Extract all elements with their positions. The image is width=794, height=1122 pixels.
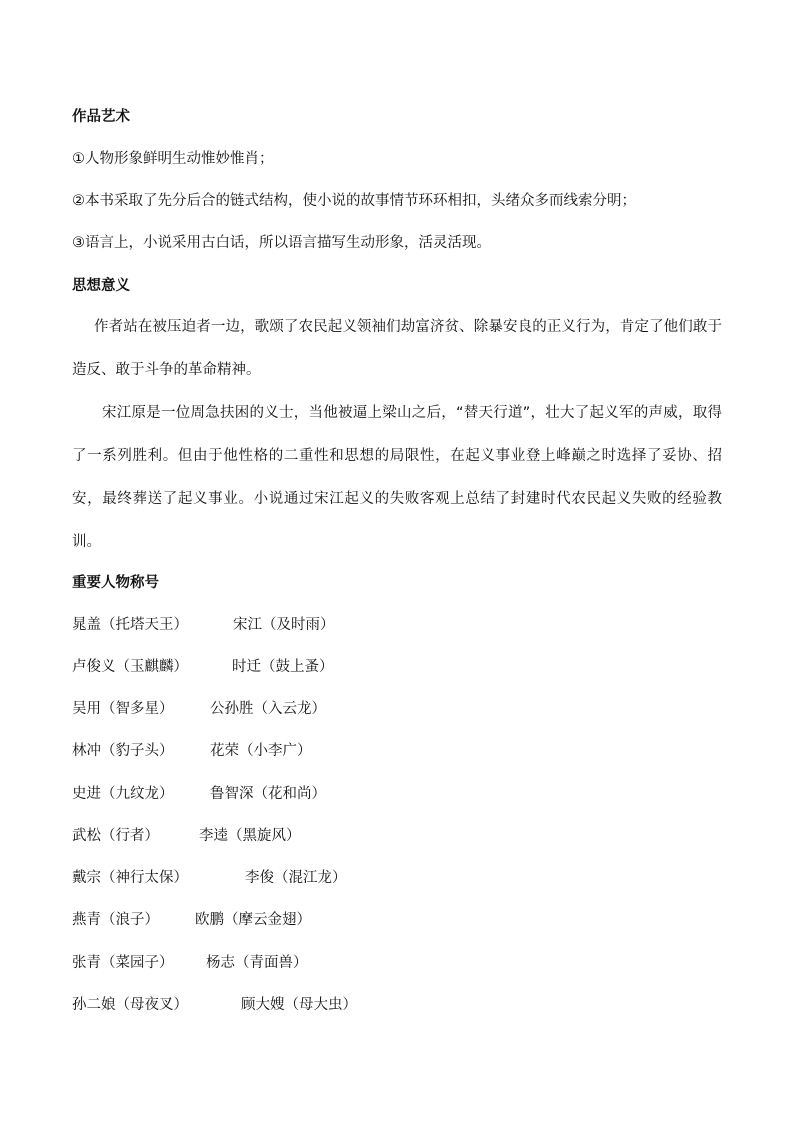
meaning-paragraph-2: 宋江原是一位周急扶困的义士，当他被逼上梁山之后，“替天行道”，壮大了起义军的声威，取得了一系列胜利。但由于他性格的二重性和思想的局限性，在起义事业登上峰巅之时选择了妥协、招安，最终葬送了起义事业。小说通过宋江起义的失败客观上总结了封建时代农民起义失败的经验教训。 <box>72 405 722 550</box>
character-row <box>72 784 722 804</box>
character-name: 史进（九纹龙） <box>72 786 174 802</box>
section-heading-characters: 重要人物称号 <box>72 575 159 591</box>
character-name: 鲁智深（花和尚） <box>210 786 326 802</box>
character-name: 花荣（小李广） <box>210 743 312 759</box>
character-name: 李俊（混江龙） <box>245 870 347 886</box>
meaning-paragraph-1: 作者站在被压迫者一边，歌颂了农民起义领袖们劫富济贫、除暴安良的正义行为，肯定了他们敢于造反、敢于斗争的革命精神。 <box>72 319 722 378</box>
section-heading-meaning: 思想意义 <box>72 278 130 294</box>
art-point-3: ③语言上，小说采用古白话，所以语言描写生动形象，活灵活现。 <box>72 235 491 251</box>
character-name: 卢俊义（玉麒麟） <box>72 659 188 675</box>
character-row <box>72 615 722 635</box>
character-name: 公孙胜（入云龙） <box>210 701 326 717</box>
character-row <box>72 910 722 930</box>
character-name: 林冲（豹子头） <box>72 743 174 759</box>
character-row <box>72 868 722 888</box>
character-row <box>72 953 722 973</box>
art-point-1: ①人物形象鲜明生动惟妙惟肖； <box>72 151 274 167</box>
character-name: 宋江（及时雨） <box>233 617 335 633</box>
character-name: 孙二娘（母夜叉） <box>72 997 188 1013</box>
character-name: 杨志（青面兽） <box>206 955 308 971</box>
character-row <box>72 657 722 677</box>
character-row <box>72 826 722 846</box>
character-name: 时迁（鼓上蚤） <box>232 659 334 675</box>
character-name: 顾大嫂（母大虫） <box>241 997 357 1013</box>
character-name: 欧鹏（摩云金翅） <box>195 912 311 928</box>
character-name: 燕青（浪子） <box>72 912 159 928</box>
character-name: 武松（行者） <box>72 828 159 844</box>
character-name: 戴宗（神行太保） <box>72 870 188 886</box>
character-name: 晁盖（托塔天王） <box>72 617 188 633</box>
character-row <box>72 741 722 761</box>
character-row <box>72 995 722 1015</box>
character-name: 张青（菜园子） <box>72 955 174 971</box>
character-name: 吴用（智多星） <box>72 701 174 717</box>
art-point-2: ②本书采取了先分后合的链式结构，使小说的故事情节环环相扣，头绪众多而线索分明； <box>72 193 636 209</box>
character-name: 李逵（黑旋风） <box>199 828 301 844</box>
section-heading-art: 作品艺术 <box>72 109 130 125</box>
character-row <box>72 699 722 719</box>
